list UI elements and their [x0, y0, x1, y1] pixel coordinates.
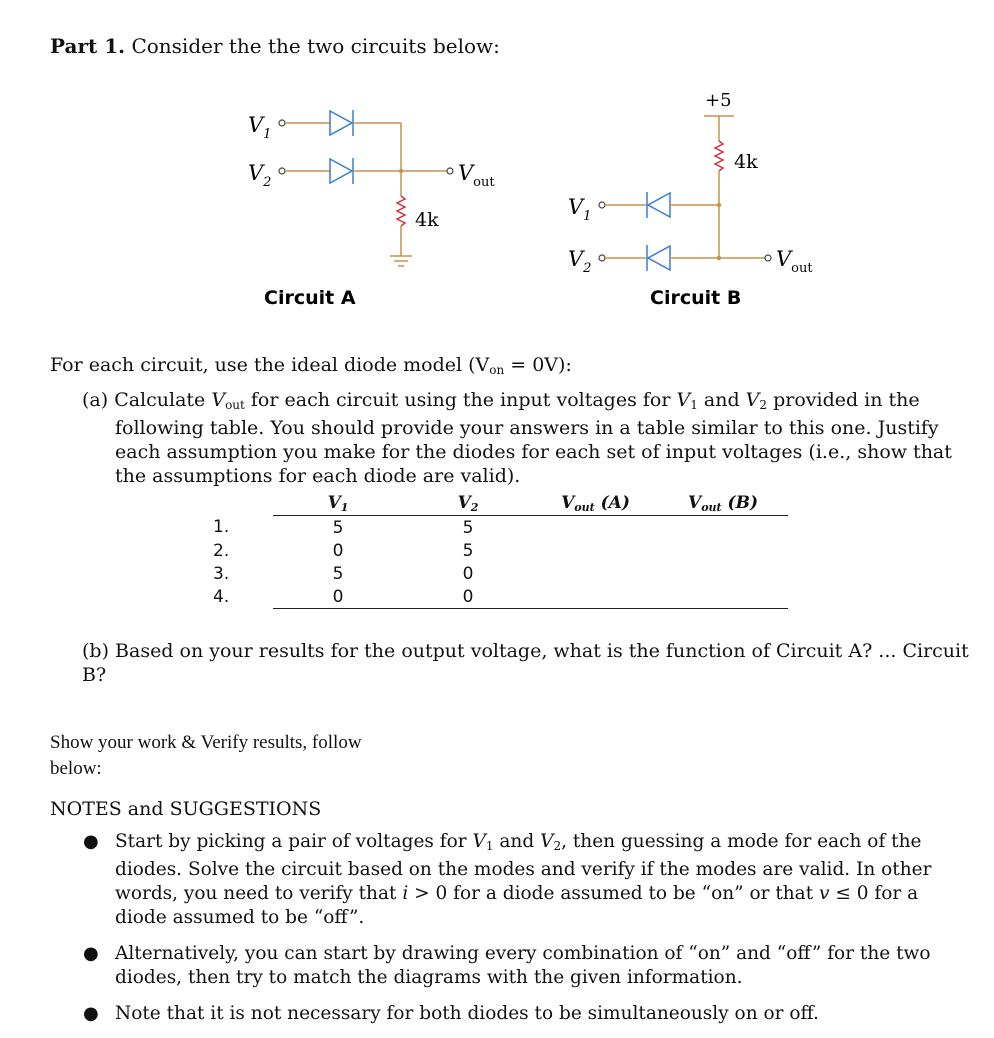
part-heading-text: Consider the the two circuits below:: [131, 34, 500, 58]
part-a-line3: each assumption you make for the diodes for each set of input voltages (i.e., show that: [115, 441, 952, 463]
notes-title: NOTES and SUGGESTIONS: [50, 798, 322, 820]
circuit-a-label: Circuit A: [264, 287, 356, 309]
diode-icon: [330, 158, 353, 184]
circuit-a-resistor-label: 4k: [415, 209, 439, 231]
part-a: [82, 388, 962, 488]
circuits-diagram: [0, 80, 994, 320]
table-header-row: [213, 492, 788, 516]
circuit-b: [568, 90, 813, 309]
bullet-icon: ●: [83, 831, 99, 852]
circuit-b-supply-label: +5: [705, 90, 732, 111]
table-row: 4. 0 0: [213, 585, 788, 609]
diode-icon: [330, 110, 353, 136]
diode-icon: [647, 245, 670, 271]
terminal-icon: [279, 168, 285, 174]
part-number: Part 1.: [50, 34, 126, 58]
circuit-a-v2-label: $V_2$: [248, 161, 272, 190]
ground-icon: [390, 256, 412, 266]
terminal-icon: [599, 202, 605, 208]
part-heading: [50, 34, 500, 58]
circuit-a: [248, 110, 495, 309]
diode-icon: [647, 192, 670, 218]
part-a-line4: the assumptions for each diode are valid).: [115, 465, 521, 487]
circuit-b-v2-label: $V_2$: [568, 247, 592, 276]
table-row: 3. 5 0: [213, 563, 474, 584]
circuit-b-v1-label: $V_1$: [568, 195, 592, 224]
col-header-v2: $V_2$: [403, 492, 533, 516]
circuit-a-vout-label: $V_{out}$: [458, 161, 495, 190]
notes-list: [80, 830, 970, 1038]
bullet-icon: ●: [83, 1003, 99, 1024]
show-work: Show your work & Verify results, follow below:: [50, 732, 362, 779]
terminal-icon: [599, 255, 605, 261]
terminal-icon: [447, 168, 453, 174]
terminal-icon: [765, 255, 771, 261]
resistor-icon: [397, 196, 405, 226]
list-item: ● Note that it is not necessary for both diodes to be simultaneously on or off.: [83, 1003, 819, 1024]
col-header-vout-b: $V_{out}$ (B): [658, 492, 788, 516]
bullet-icon: ●: [83, 943, 99, 964]
circuit-b-label: Circuit B: [650, 287, 742, 309]
circuit-a-v1-label: $V_1$: [248, 113, 272, 142]
part-b: (b) Based on your results for the output voltage, what is the function of Circuit A? ... Circuit B?: [82, 640, 969, 686]
voltage-table: [213, 492, 788, 609]
part-a-line2: following table. You should provide your answers in a table similar to this one. Justify: [115, 417, 939, 439]
table-row: 1. 5 5: [213, 517, 474, 538]
circuit-b-vout-label: $V_{out}$: [776, 247, 813, 276]
table-row: 2. 0 5: [213, 540, 474, 561]
list-item: ● Alternatively, you can start by drawing every combination of “on” and “off” for the two diodes, then try to match the diagrams with the given information.: [83, 943, 931, 988]
col-header-v1: $V_1$: [273, 492, 403, 516]
resistor-icon: [715, 141, 723, 171]
circuit-b-resistor-label: 4k: [734, 151, 758, 173]
col-header-vout-a: $V_{out}$ (A): [533, 492, 658, 516]
terminal-icon: [279, 120, 285, 126]
list-item: ● Start by picking a pair of voltages for $V_1$ and $V_2$, then guessing a mode for each of the diodes. Solve the circuit based on the modes and verify if the modes are valid. In other words, you need to verify that i > 0 for a diode assumed to be “on” or that v ≤ 0 for a diode assumed to be “off”.: [83, 831, 932, 928]
part-a-line1: (a) Calculate $V_{out}$ for each circuit using the input voltages for $V_1$ and $V_2$ provided in the: [82, 389, 920, 412]
intro-line: For each circuit, use the ideal diode model $(V_{on} = 0V)$:: [50, 354, 572, 377]
